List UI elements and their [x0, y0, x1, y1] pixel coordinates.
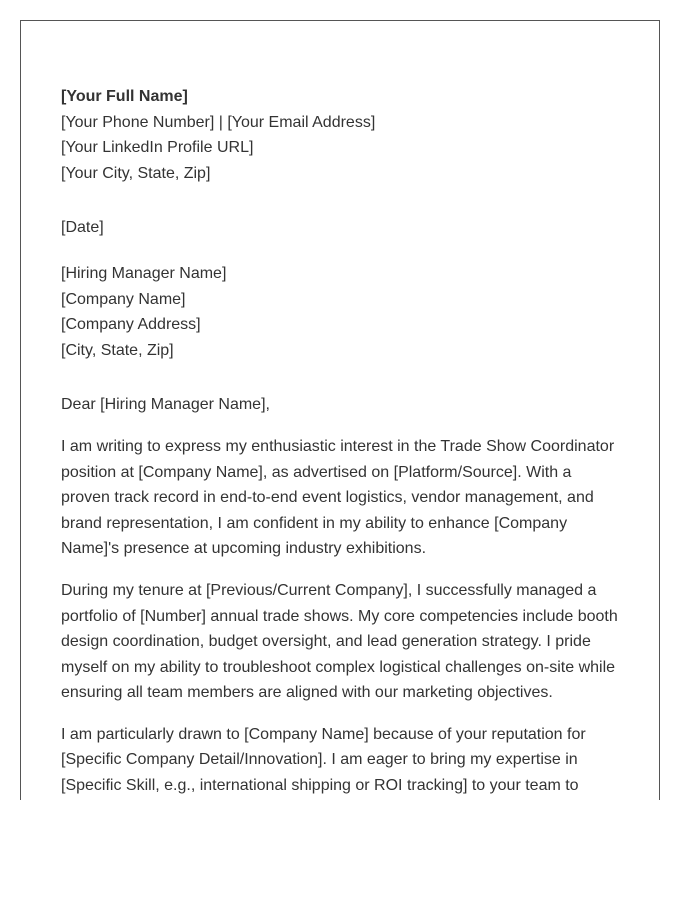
date-block	[61, 215, 626, 241]
sender-name: [Your Full Name]	[61, 88, 188, 105]
sender-linkedin: [Your LinkedIn Profile URL]	[61, 139, 254, 157]
paragraph-line: During my tenure at [Previous/Current Company], I successfully managed a	[61, 581, 597, 599]
body-paragraph-3	[61, 722, 626, 799]
paragraph-line: brand representation, I am confident in my ability to enhance [Company	[61, 514, 568, 532]
sender-block	[61, 84, 626, 186]
recipient-address: [Company Address]	[61, 316, 201, 334]
recipient-manager: [Hiring Manager Name]	[61, 264, 227, 282]
salutation: Dear [Hiring Manager Name],	[61, 396, 270, 414]
paragraph-line: I am particularly drawn to [Company Name] because of your reputation for	[61, 725, 586, 743]
paragraph-line: [Specific Skill, e.g., international shipping or ROI tracking] to your team to	[61, 777, 579, 795]
sender-contact: [Your Phone Number] | [Your Email Address]	[61, 113, 376, 131]
recipient-company: [Company Name]	[61, 290, 186, 308]
letter-page	[20, 20, 660, 800]
recipient-block	[61, 261, 626, 363]
body-paragraph-2	[61, 578, 626, 706]
paragraph-line: design coordination, budget oversight, and lead generation strategy. I pride	[61, 633, 591, 651]
paragraph-line: proven track record in end-to-end event logistics, vendor management, and	[61, 489, 594, 507]
sender-location: [Your City, State, Zip]	[61, 164, 211, 182]
paragraph-line: I am writing to express my enthusiastic interest in the Trade Show Coordinator	[61, 437, 615, 455]
body-paragraph-1	[61, 434, 626, 562]
paragraph-line: portfolio of [Number] annual trade shows. My core competencies include booth	[61, 607, 618, 625]
letter-content	[61, 84, 626, 799]
paragraph-line: position at [Company Name], as advertised on [Platform/Source]. With a	[61, 463, 572, 481]
letter-date: [Date]	[61, 219, 104, 237]
salutation-block	[61, 392, 626, 418]
paragraph-line: [Specific Company Detail/Innovation]. I am eager to bring my expertise in	[61, 751, 578, 769]
paragraph-line: myself on my ability to troubleshoot complex logistical challenges on-site while	[61, 658, 616, 676]
recipient-location: [City, State, Zip]	[61, 341, 174, 359]
paragraph-line: Name]'s presence at upcoming industry exhibitions.	[61, 540, 427, 558]
paragraph-line: ensuring all team members are aligned with our marketing objectives.	[61, 684, 553, 702]
